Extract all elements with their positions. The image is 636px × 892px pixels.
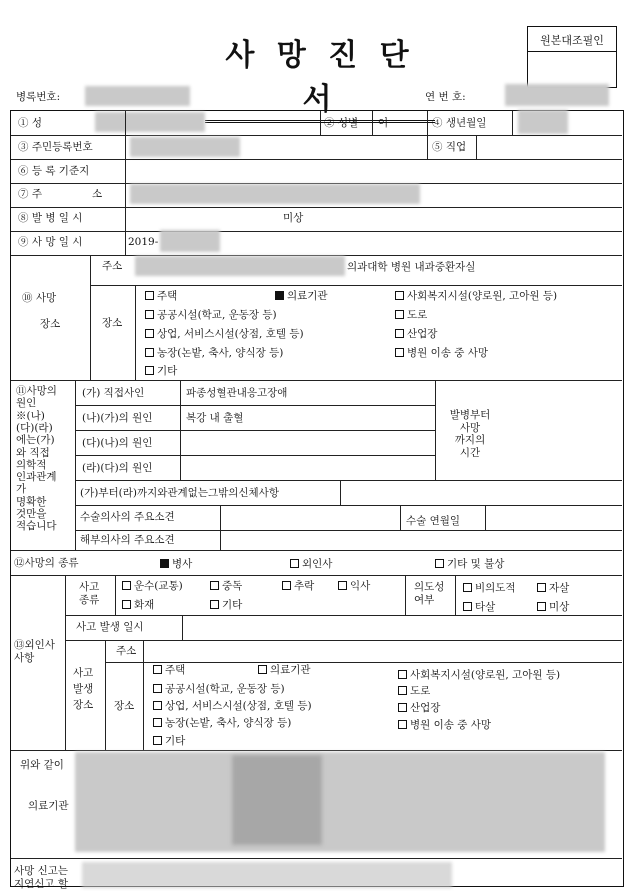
cause-side-line: 원인 [16,397,37,410]
checkbox-icon[interactable] [398,670,407,679]
address-label: ⑦ 주 [18,188,42,200]
checkbox-icon[interactable] [398,686,407,695]
accident-place-option[interactable] [398,670,560,681]
checkbox-label: 병사 [172,558,193,570]
checkbox-label: 농장(논밭, 축사, 양식장 등) [157,347,284,359]
redacted-hospital-name [135,256,345,276]
checkbox-icon[interactable] [153,701,162,710]
checkbox-icon[interactable] [153,736,162,745]
interval-label-line: 까지의 [454,434,486,446]
cause-side-line: 의학적 [16,458,47,471]
cause-row-value: 파종성혈관내응고장애 [186,387,288,399]
cause-row-value: 복강 내 출혈 [186,412,244,424]
accident-place-side-line: 장소 [73,699,94,711]
checkbox-icon[interactable] [395,329,404,338]
accident-address-label: 주소 [116,645,137,657]
checkbox-icon[interactable] [463,583,472,592]
intent-option[interactable] [537,583,569,594]
checkbox-label: 타살 [475,601,496,613]
cause-side-line: 명확한 [16,495,47,508]
death-date-label: ⑨ 사 망 일 시 [18,236,83,248]
checkbox-label: 비의도적 [475,582,516,594]
intent-label-line: 의도성 [414,581,445,593]
accident-place-side-line: 사고 [73,667,94,679]
checkbox-icon[interactable] [290,559,299,568]
cause-row-label: (가) 직접사인 [82,387,145,399]
accident-type-option[interactable] [282,581,314,592]
interval-label-line: 시간 [459,446,481,459]
interval-label-line: 발병부터 [449,409,491,421]
death-place-option[interactable] [145,291,177,302]
checkbox-label: 병원 이송 중 사망 [410,719,492,731]
accident-type-option[interactable] [210,581,242,592]
checkbox-icon[interactable] [153,718,162,727]
birth-date-label: ④ 생년월일 [432,117,487,129]
checkbox-label: 기타 [165,735,186,747]
checkbox-icon[interactable] [537,583,546,592]
checkbox-icon[interactable] [145,348,154,357]
checkbox-icon[interactable] [395,348,404,357]
checkbox-label: 상업, 서비스시설(상점, 호텔 등) [157,328,304,340]
checkbox-label: 병원 이송 중 사망 [407,347,489,359]
resident-number-label: ③ 주민등록번호 [18,141,93,153]
checkbox-icon[interactable] [153,684,162,693]
checkbox-icon[interactable] [395,291,404,300]
checkbox-label: 추락 [294,580,315,592]
redacted-footer-note [82,862,452,888]
medical-institution-label: 의료기관 [28,800,69,812]
checkbox-label: 농장(논밭, 축사, 양식장 등) [165,717,292,729]
accident-type-label-line: 종류 [79,594,100,606]
redacted-seal [232,755,322,845]
checkbox-label: 의료기관 [270,664,311,676]
checkbox-icon[interactable] [160,559,169,568]
checkbox-label: 외인사 [302,558,333,570]
cause-side-line: 와 직접 [16,446,50,459]
death-place-option[interactable] [395,348,488,359]
redacted-death-date [160,230,220,252]
death-place-address-suffix: 의과대학 병원 내과중환자실 [347,261,476,273]
checkbox-label: 공공시설(학교, 운동장 등) [157,309,277,321]
checkbox-icon[interactable] [145,366,154,375]
cause-row-label: (나)(가)의 원인 [82,412,153,424]
death-place-option[interactable] [145,366,177,377]
cause-row-label: (다)(나)의 원인 [82,437,153,449]
checkbox-icon[interactable] [338,581,347,590]
death-place-label-2: 장소 [40,318,61,330]
original-verification-stamp-box [527,26,617,88]
accident-type-label-line: 사고 [79,581,100,593]
intent-option[interactable] [463,583,516,594]
accident-place-option[interactable] [153,665,185,676]
checkbox-icon[interactable] [537,602,546,611]
record-number-label: 병록번호: [16,91,61,103]
checkbox-icon[interactable] [210,600,219,609]
checkbox-icon[interactable] [395,310,404,319]
checkbox-icon[interactable] [258,665,267,674]
sex-label: ② 성별 [324,117,359,129]
checkbox-label: 화재 [134,599,155,611]
checkbox-icon[interactable] [275,291,284,300]
sex-value: 여 [378,117,389,129]
redacted-birth-date [518,110,568,134]
checkbox-label: 도로 [407,309,428,321]
address-label-2: 소 [92,188,103,200]
cause-side-line: 것만을 [16,508,47,520]
accident-place-option[interactable] [398,720,491,731]
death-place-option[interactable] [395,310,427,321]
accident-place-option[interactable] [398,703,440,714]
cause-side-line: (다)(라) [16,421,53,434]
checkbox-icon[interactable] [145,310,154,319]
document-title: 사 망 진 단 서 [205,30,435,123]
checkbox-label: 상업, 서비스시설(상점, 호텔 등) [165,700,312,712]
checkbox-label: 기타 [157,365,178,377]
intent-label-line: 여부 [414,594,435,606]
death-place-option[interactable] [145,310,277,321]
footer-note-line-2: 지연신고 할 [14,878,69,890]
accident-type-option[interactable] [122,600,154,611]
redacted-address [130,184,420,204]
redacted-resident-number [130,137,240,157]
redacted-record-number [85,86,190,106]
death-place-option[interactable] [145,329,304,340]
checkbox-label: 주택 [157,290,178,302]
accident-place-label: 장소 [114,700,135,712]
surgeon-findings-label: 수술의사의 주요소견 [80,511,175,523]
above-statement-label: 위와 같이 [20,759,64,771]
surgery-date-label: 수술 연월일 [406,515,461,527]
checkbox-label: 사회복지시설(양로원, 고아원 등) [410,669,561,681]
death-type-option[interactable] [290,559,332,570]
death-place-option[interactable] [275,291,328,302]
checkbox-label: 의료기관 [287,290,328,302]
death-type-option[interactable] [435,559,504,570]
accident-place-option[interactable] [153,736,185,747]
death-place-label-1: ⑩ 사망 [22,292,57,304]
external-side-line: 사항 [14,652,35,664]
checkbox-icon[interactable] [210,581,219,590]
death-place-address-label: 주소 [102,260,123,272]
stamp-label: 원본대조필인 [540,34,604,47]
checkbox-label: 미상 [549,601,570,613]
checkbox-icon[interactable] [122,581,131,590]
redacted-name [95,112,205,132]
job-label: ⑤ 직업 [432,141,467,153]
accident-place-option[interactable] [153,701,312,712]
cause-side-line: 적습니다 [16,520,57,533]
cause-side-line: 가 [16,483,27,496]
checkbox-label: 주택 [165,664,186,676]
serial-number-label: 연 번 호: [425,91,466,103]
death-place-option[interactable] [395,291,557,302]
accident-place-option[interactable] [258,665,311,676]
checkbox-label: 중독 [222,580,243,592]
checkbox-icon[interactable] [153,665,162,674]
checkbox-label: 자살 [549,582,570,594]
autopsy-findings-label: 해부의사의 주요소견 [80,534,175,546]
accident-place-option[interactable] [398,686,430,697]
death-place-option[interactable] [145,348,283,359]
accident-place-option[interactable] [153,684,285,695]
accident-type-option[interactable] [210,600,242,611]
footer-note-line-1: 사망 신고는 [14,865,69,877]
checkbox-label: 도로 [410,685,431,697]
accident-type-option[interactable] [122,581,183,592]
checkbox-icon[interactable] [435,559,444,568]
cause-side-line: ※(나) [16,409,45,422]
checkbox-icon[interactable] [463,602,472,611]
registration-base-label: ⑥ 등 록 기준지 [18,165,90,177]
checkbox-label: 기타 및 불상 [447,558,505,570]
redacted-serial-number [505,84,609,106]
onset-date-label: ⑧ 발 병 일 시 [18,212,83,224]
checkbox-label: 산업장 [407,328,438,340]
checkbox-label: 기타 [222,599,243,611]
death-type-option[interactable] [160,559,192,570]
accident-place-option[interactable] [153,718,291,729]
checkbox-icon[interactable] [398,720,407,729]
name-label: ① 성 [18,117,42,129]
external-side-line: ⑬외인사 [14,639,55,651]
death-date-value: 2019- [128,236,159,248]
accident-datetime-label: 사고 발생 일시 [76,621,144,633]
checkbox-label: 운수(교통) [134,580,183,592]
redacted-signature-area [75,752,605,852]
checkbox-icon[interactable] [145,291,154,300]
checkbox-label: 공공시설(학교, 운동장 등) [165,683,285,695]
cause-row-label: (라)(다)의 원인 [82,462,153,474]
checkbox-icon[interactable] [282,581,291,590]
checkbox-icon[interactable] [398,703,407,712]
onset-date-value: 미상 [283,212,304,224]
death-type-label: ⑫사망의 종류 [14,557,79,569]
cause-side-line: 인과관계 [16,471,57,484]
cause-side-line: ⑪사망의 [16,385,57,397]
accident-place-side-line: 발생 [73,683,94,695]
intent-option[interactable] [537,602,569,613]
other-conditions-label: (가)부터(라)까지와관계없는그밖의신체사항 [80,487,279,499]
accident-type-option[interactable] [338,581,370,592]
death-place-option[interactable] [395,329,437,340]
intent-option[interactable] [463,602,495,613]
interval-label-line: 사망 [459,421,481,434]
checkbox-label: 산업장 [410,702,441,714]
checkbox-label: 사회복지시설(양로원, 고아원 등) [407,290,558,302]
cause-side-line: 에는(가) [16,434,55,447]
checkbox-icon[interactable] [122,600,131,609]
checkbox-icon[interactable] [145,329,154,338]
checkbox-label: 익사 [350,580,371,592]
death-place-place-label: 장소 [102,317,123,329]
